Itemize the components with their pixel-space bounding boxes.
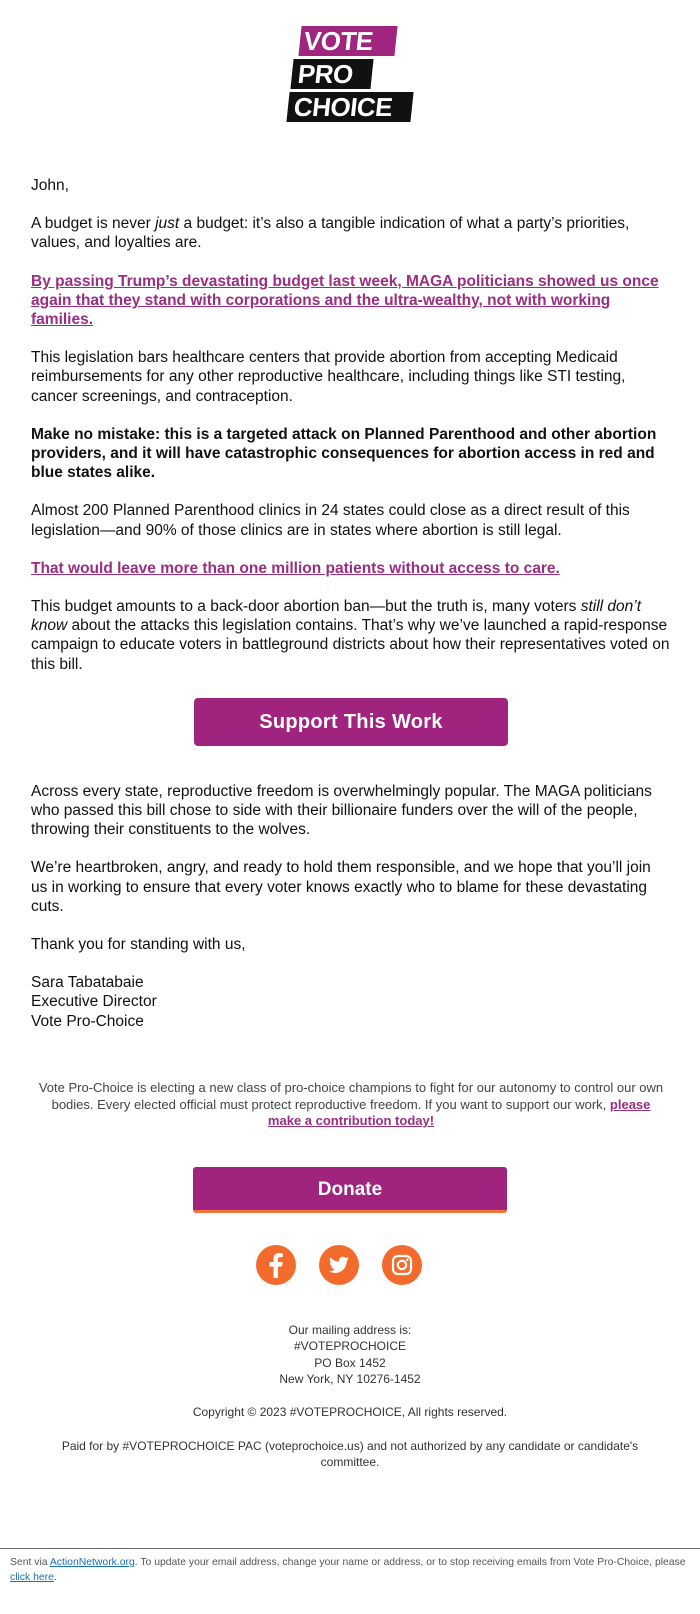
signature-org: Vote Pro-Choice xyxy=(31,1012,144,1030)
logo-line-vote: VOTE xyxy=(298,26,397,56)
mailing-org: #VOTEPROCHOICE xyxy=(293,1339,407,1354)
instagram-icon[interactable] xyxy=(382,1245,422,1285)
signature xyxy=(31,973,671,1031)
twitter-icon[interactable] xyxy=(319,1245,359,1285)
closing-line: Thank you for standing with us, xyxy=(31,936,246,954)
mailing-label: Our mailing address is: xyxy=(288,1323,412,1337)
paragraph-legislation: This legislation bars healthcare centers that provide abortion from accepting Medicaid reimbursements for any other reproductive healthcare, including things like STI testing, cancer screenings, and contraception. xyxy=(31,349,626,405)
paragraph-make-no-mistake: Make no mistake: this is a targeted attack on Planned Parenthood and other abortion providers, and it will have catastrophic consequences for abortion access in red and blue states alike. xyxy=(31,425,657,482)
logo-line-choice: CHOICE xyxy=(286,92,413,122)
paragraph-heartbroken: We’re heartbroken, angry, and ready to hold them responsible, and we hope that you’ll join us in working to ensure that every voter knows exactly who to blame for these devastating cuts. xyxy=(31,859,651,915)
footer-divider xyxy=(0,1548,700,1549)
patients-link[interactable]: That would leave more than one million patients without access to care. xyxy=(31,559,560,577)
copyright: Copyright © 2023 #VOTEPROCHOICE, All rights reserved. xyxy=(192,1405,508,1419)
logo-line-pro: PRO xyxy=(290,59,373,89)
paragraph-maga-link xyxy=(31,272,671,330)
mailing-city: New York, NY 10276-1452 xyxy=(279,1372,421,1387)
mailing-po-box: PO Box 1452 xyxy=(314,1355,386,1370)
paragraph-back-door-ban: This budget amounts to a back-door abortion ban—but the truth is, many voters still don’t know about the attacks this legislation contains. That’s why we’ve launched a rapid-response campaign to educate voters in battleground districts about how their representatives voted on this bill. xyxy=(31,598,670,673)
greeting: John, xyxy=(31,177,69,194)
paragraph-clinics: Almost 200 Planned Parenthood clinics in 24 states could close as a direct result of this legislation—and 90% of those clinics are in states where abortion is still legal. xyxy=(31,502,630,539)
paragraph-budget: A budget is never just a budget: it’s also a tangible indication of what a party’s priorities, values, and loyalties are. xyxy=(31,215,630,252)
signature-title: Executive Director xyxy=(31,993,157,1011)
paragraph-patients-link xyxy=(31,559,671,578)
cta-wrap xyxy=(31,698,671,746)
mailing-address xyxy=(0,1322,700,1388)
signature-name: Sara Tabatabaie xyxy=(31,974,144,992)
unsubscribe-click-here-link[interactable]: click here xyxy=(10,1571,54,1583)
trump-budget-link[interactable]: By passing Trump’s devastating budget last week, MAGA politicians showed us once again that they stand with corporations and the ultra-wealthy, not with working families. xyxy=(31,272,659,329)
facebook-icon[interactable] xyxy=(256,1245,296,1285)
contribution-link[interactable]: please make a contribution today! xyxy=(267,1096,651,1128)
footer-mission-note: Vote Pro-Choice is electing a new class of pro-choice champions to fight for our autonomy to control our own bodies. Every elected official must protect reproductive freedom. If you want to support our work, please make a contribution today! xyxy=(38,1080,664,1128)
paragraph-across-every-state: Across every state, reproductive freedom is overwhelmingly popular. The MAGA politicians who passed this bill chose to side with their billionaire funders over the will of the people, throwing their constituents to the wolves. xyxy=(31,782,652,839)
support-this-work-button[interactable]: Support This Work xyxy=(194,698,508,746)
vote-pro-choice-logo xyxy=(288,26,414,124)
action-network-footer: Sent via ActionNetwork.org. To update your email address, change your name or address, or to stop receiving emails from Vote Pro-Choice, please click here. xyxy=(10,1557,686,1583)
email-body xyxy=(31,176,671,1031)
paid-for-disclaimer: Paid for by #VOTEPROCHOICE PAC (voteprochoice.us) and not authorized by any candidate or candidate's committee. xyxy=(61,1439,639,1470)
actionnetwork-link[interactable]: ActionNetwork.org xyxy=(49,1557,135,1568)
donate-button[interactable]: Donate xyxy=(193,1167,507,1213)
